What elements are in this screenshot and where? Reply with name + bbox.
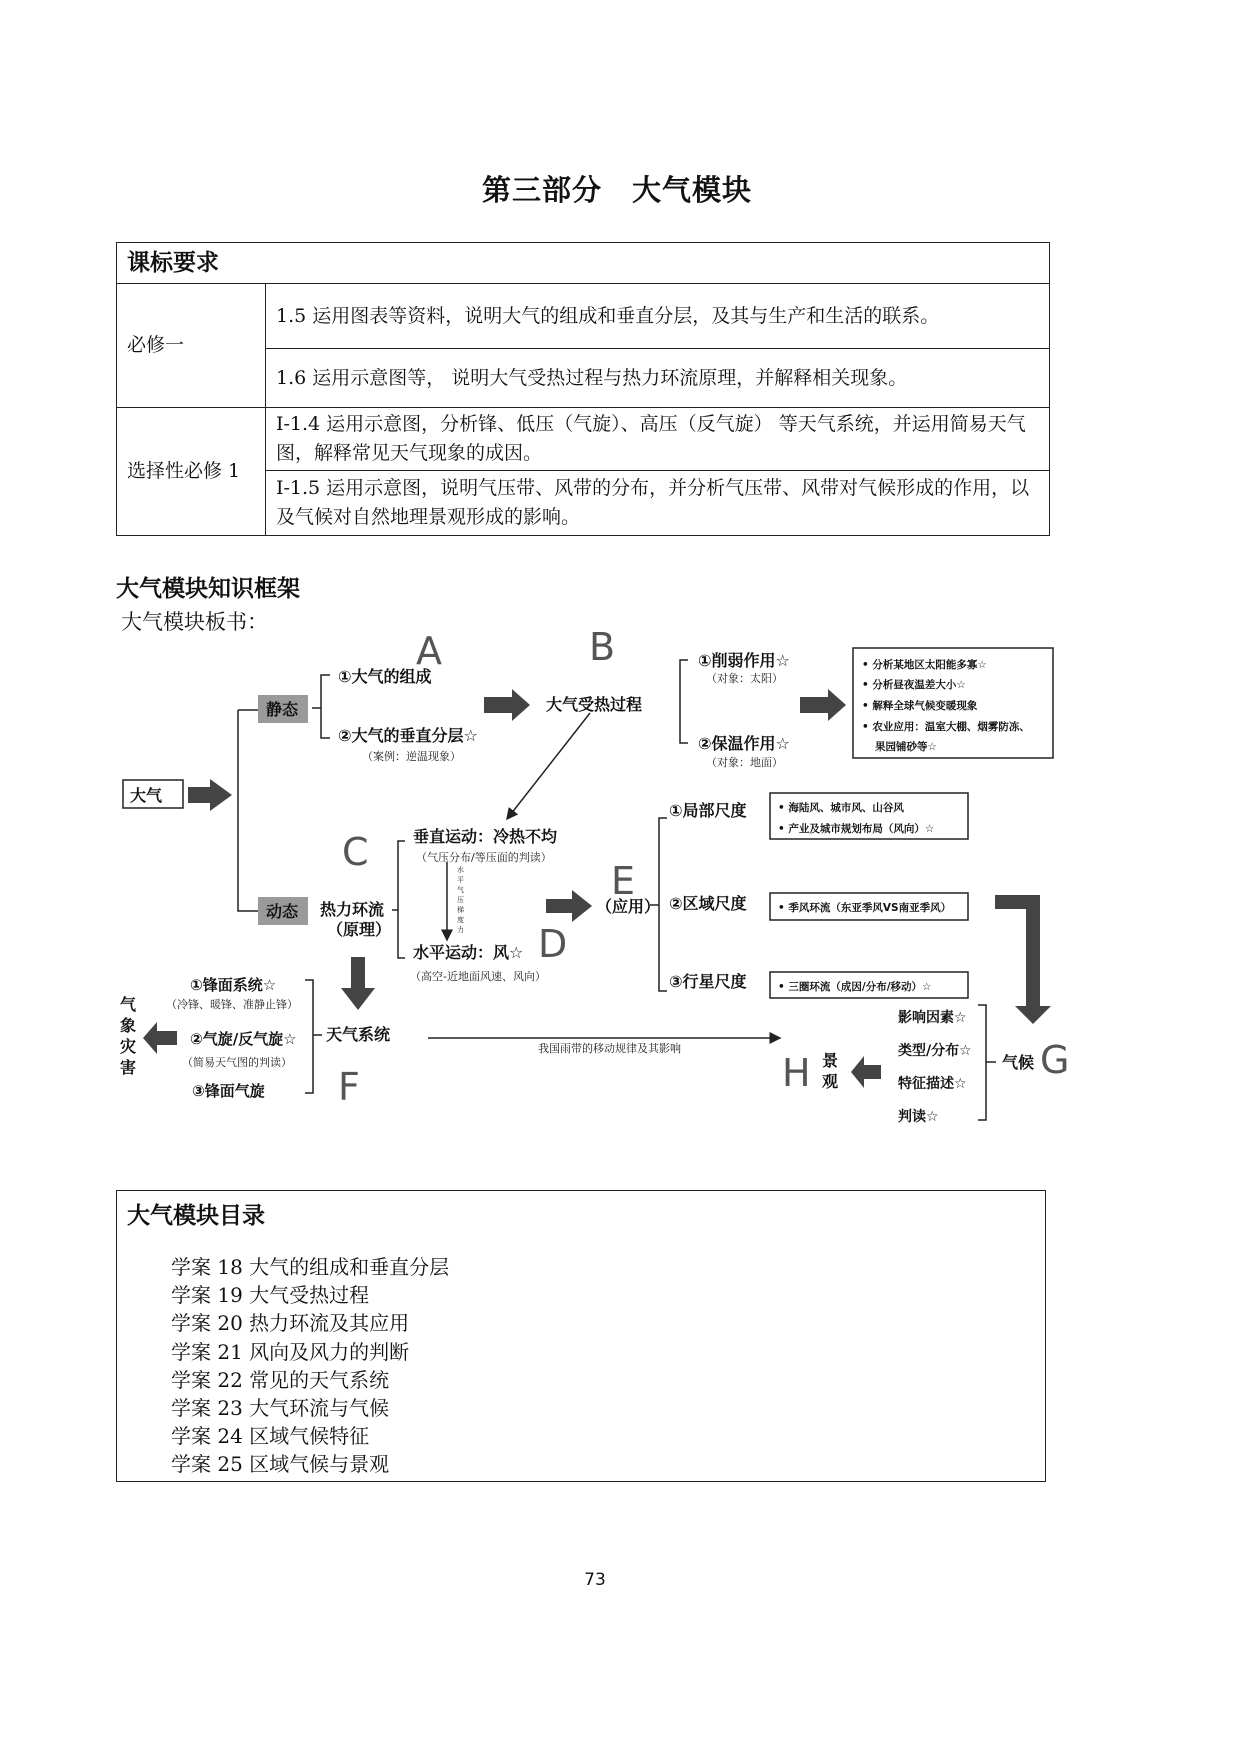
app-item: 果园铺砂等☆ [875, 741, 937, 753]
app-item: • 解释全球气候变暖现象 [862, 700, 978, 712]
vertical-motion-note: （气压分布/等压面的判读） [416, 851, 552, 864]
planetary-scale-label: ③行星尺度 [669, 972, 747, 991]
toc-heading: 大气模块目录 [127, 1203, 265, 1229]
letter-c: C [342, 830, 369, 874]
curriculum-heading: 课标要求 [117, 243, 1050, 284]
thermal-circulation-label: 热力环流 [320, 900, 385, 919]
toc-list [171, 1253, 449, 1479]
toc-item[interactable]: 学案 25 区域气候与景观 [171, 1452, 390, 1477]
app-item: • 农业应用：温室大棚、烟雾防冻、 [862, 721, 1030, 733]
composition-label: ①大气的组成 [338, 667, 432, 686]
dynamic-tag: 动态 [266, 902, 299, 921]
climate-item: 特征描述☆ [898, 1076, 967, 1092]
standard-i-1-5: I-1.5 运用示意图，说明气压带、风带的分布，并分析气压带、风带对气候形成的作用，以及气候对自然地理景观形成的影响。 [266, 471, 1050, 536]
insulation-label: ②保温作用☆ [698, 734, 790, 753]
root-atmosphere: 大气 [130, 786, 163, 805]
climate-item: 判读☆ [898, 1109, 939, 1125]
landscape-char: 景 [822, 1051, 839, 1070]
heating-process-label: 大气受热过程 [546, 695, 643, 714]
weakening-label: ①削弱作用☆ [698, 651, 790, 670]
local-item: • 海陆风、城市风、山谷风 [778, 802, 904, 814]
local-scale-label: ①局部尺度 [669, 801, 747, 820]
framework-heading: 大气模块知识框架 [116, 576, 300, 602]
page-number: 73 [584, 1570, 606, 1590]
front-note: （冷锋、暖锋、准静止锋） [166, 998, 298, 1011]
category-elective-1: 选择性必修 1 [117, 408, 266, 536]
horizontal-motion-note: （高空-近地面风速、风向） [410, 970, 546, 983]
side-note-char: 梯 [457, 906, 464, 914]
toc-item[interactable]: 学案 20 热力环流及其应用 [171, 1311, 410, 1336]
disaster-char: 气 [120, 995, 137, 1014]
side-note-char: 平 [457, 876, 464, 884]
planetary-item: • 三圈环流（成因/分布/移动）☆ [778, 981, 932, 993]
side-note-char: 度 [457, 916, 464, 924]
static-tag: 静态 [266, 700, 299, 719]
toc-item[interactable]: 学案 21 风向及风力的判断 [171, 1339, 410, 1364]
letter-e: E [611, 859, 636, 903]
cyclone-note: （简易天气图的判读） [182, 1056, 292, 1069]
module-toc [116, 1190, 1046, 1482]
vertical-layer-note: （案例：逆温现象） [362, 750, 461, 763]
landscape-char: 观 [822, 1072, 839, 1091]
side-note-char: 压 [457, 896, 464, 904]
disaster-char: 害 [120, 1058, 137, 1077]
title-name: 大气模块 [632, 173, 753, 207]
application-label: （应用） [596, 897, 661, 916]
toc-item[interactable]: 学案 19 大气受热过程 [171, 1283, 370, 1308]
regional-scale-label: ②区域尺度 [669, 894, 747, 913]
disaster-char: 灾 [120, 1037, 137, 1056]
front-cyclone-label: ③锋面气旋 [192, 1082, 265, 1100]
cyclone-label: ②气旋/反气旋☆ [190, 1030, 297, 1048]
toc-item[interactable]: 学案 22 常见的天气系统 [171, 1367, 390, 1392]
letter-d: D [538, 922, 568, 966]
side-note-char: 力 [457, 926, 464, 934]
vertical-motion-label: 垂直运动：冷热不均 [413, 827, 558, 846]
side-note-char: 气 [457, 886, 464, 894]
rainbelt-label: 我国雨带的移动规律及其影响 [538, 1042, 681, 1055]
front-system-label: ①锋面系统☆ [190, 976, 277, 994]
letter-a: A [416, 629, 442, 673]
letter-f: F [338, 1065, 360, 1109]
climate-item: 影响因素☆ [898, 1010, 967, 1026]
local-item: • 产业及城市规划布局（风向）☆ [778, 823, 935, 835]
letter-b: B [589, 625, 616, 669]
app-item: • 分析某地区太阳能多寡☆ [862, 659, 987, 671]
toc-item[interactable]: 学案 23 大气环流与气候 [171, 1396, 390, 1421]
app-item: • 分析昼夜温差大小☆ [862, 679, 966, 691]
regional-item: • 季风环流（东亚季风VS南亚季风） [778, 902, 952, 914]
principle-label: （原理） [327, 920, 392, 939]
toc-item[interactable]: 学案 24 区域气候特征 [171, 1424, 370, 1449]
climate-item: 类型/分布☆ [898, 1043, 972, 1059]
weather-system-label: 天气系统 [326, 1025, 391, 1044]
disaster-char: 象 [120, 1016, 137, 1035]
standard-1-6: 1.6 运用示意图等， 说明大气受热过程与热力环流原理，并解释相关现象。 [266, 349, 1050, 408]
framework-subheading: 大气模块板书： [121, 610, 268, 634]
title-part: 第三部分 [481, 173, 602, 207]
weakening-note: （对象：太阳） [706, 672, 783, 685]
standard-i-1-4: I-1.4 运用示意图，分析锋、低压（气旋）、高压（反气旋） 等天气系统，并运用简易天气图，解释常见天气现象的成因。 [266, 408, 1050, 471]
toc-item[interactable]: 学案 18 大气的组成和垂直分层 [171, 1255, 450, 1279]
insulation-note: （对象：地面） [706, 756, 783, 769]
letter-g: G [1040, 1038, 1070, 1082]
climate-label: 气候 [1002, 1053, 1035, 1072]
vertical-layer-label: ②大气的垂直分层☆ [338, 726, 478, 745]
standard-1-5: 1.5 运用图表等资料，说明大气的组成和垂直分层，及其与生产和生活的联系。 [266, 284, 1050, 349]
horizontal-motion-label: 水平运动：风☆ [413, 943, 524, 962]
side-note-char: 水 [457, 866, 464, 874]
letter-h: H [782, 1051, 811, 1095]
category-required-1: 必修一 [117, 284, 266, 408]
